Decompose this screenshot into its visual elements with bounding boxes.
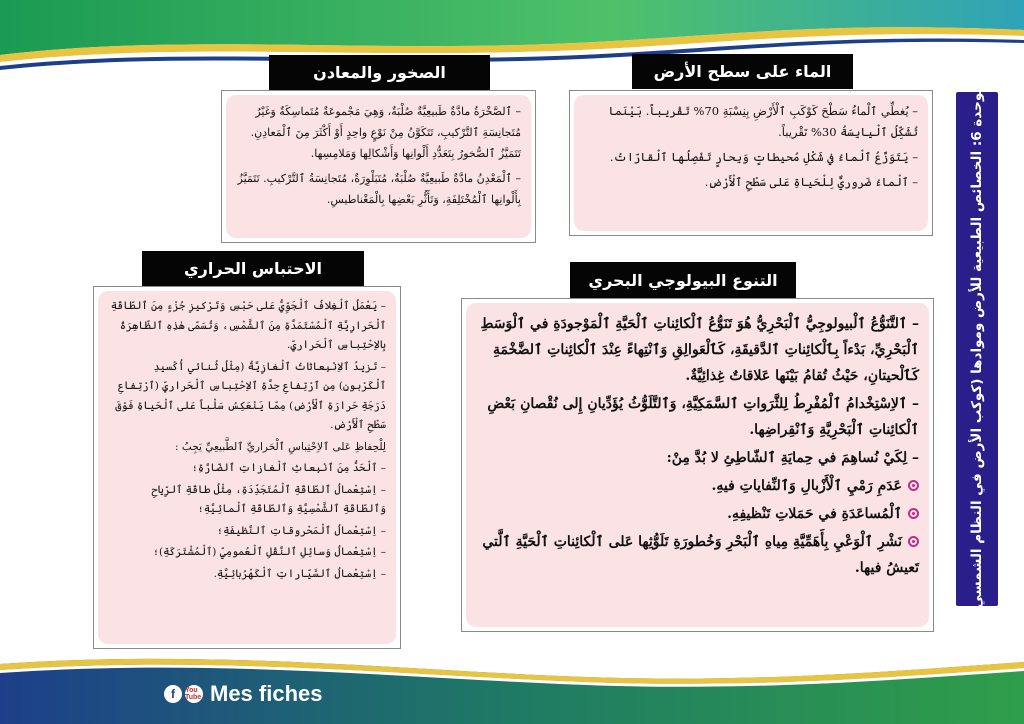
facebook-icon[interactable]: f xyxy=(164,685,182,703)
water-section-panel xyxy=(569,90,933,236)
water-title-text: الماء على سطح الأرض xyxy=(653,62,832,81)
greenhouse-paragraph: – تَزيدُ ٱلاِنْبِعاثاتُ ٱلْغازِيَّةُ (مِثْلُ ثُنائي أُكْسيدِ ٱلْكَرْبونِ) مِنِ ٱرْتِفاعِ حِدَّةِ ٱلاِحْتِباسِ ٱلْحَراريِّ (ٱرْتِفاعِ دَرَجَةِ حَرارَةِ ٱلْأَرْضِ) مِمّا يَنْعَكِسُ سَلْباً عَلى ٱلْحَياةِ فَوْقَ سَطْحِ ٱلْأَرْضِ. xyxy=(115,360,386,431)
bullet-text: نَشْرِ ٱلْوَعْيِ بِأَهَمِّيَّةِ مِياهِ ٱلْبَحْرِ وَخُطورَةِ تَلَوُّثِها عَلى ٱلْكائِناتِ ٱلْحَيَّةِ ٱلَّتي تَعيشُ فيها. xyxy=(482,534,919,576)
greenhouse-paragraph: – ٱلْحَدُّ مِنَ ٱنْبِعاثِ ٱلْغازاتِ ٱلضّارَّةِ؛ xyxy=(191,462,386,474)
water-paragraph: – يَتَوَزَّعُ ٱلْماءُ في شَكْلِ مُحيطاتٍ وَبِحارٍ تَفْصِلُها ٱلْقارّاتُ. xyxy=(609,150,918,164)
rocks-section-title xyxy=(269,55,490,90)
biodiversity-paragraph: – لِكَيْ نُساهِمَ في حِمايَةِ ٱلشّاطِئِ لا بُدَّ مِنْ: xyxy=(666,450,919,466)
rocks-paragraph: – ٱلصَّخْرَةُ مادَّةٌ طَبيعِيَّةٌ صُلْبَةٌ، وَهِيَ مَجْموعَةٌ مُتَماسِكَةٌ وَغَيْرُ مُتَجانِسَةِ ٱلتَّرْكيبِ، تَتَكَوَّنُ مِنْ نَوْعٍ واحِدٍ أَوْ أَكْثَرَ مِنَ ٱلْمَعادِنِ. تَتَمَيَّزُ ٱلصُّخورُ بِتَعَدُّدِ أَلْوانِها وَأَشْكالِها وَمَلامِسِها. xyxy=(250,105,521,160)
bullet-text: ٱلْمُساعَدَةِ في حَمَلاتِ تَنْظيفِهِ. xyxy=(727,506,902,522)
youtube-icon[interactable]: You Tube xyxy=(185,687,202,701)
biodiversity-title-text: التنوع البيولوجي البحري xyxy=(588,270,778,290)
unit-side-band xyxy=(956,83,998,615)
greenhouse-paragraph: – يَعْمَلُ ٱلْغِلافُ ٱلْجَوِّيُّ عَلى حَبْسِ وَتَرْكيزِ جُزْءٍ مِنَ ٱلطّاقَةِ ٱلْحَرارِيَّةِ ٱلْمُسْتَمَدَّةِ مِنَ ٱلشَّمْسِ، وَتُسَمّى هٰذِهِ ٱلظّاهِرَةُ بِالاِحْتِباسِ ٱلْحَراريِّ. xyxy=(110,300,386,351)
biodiversity-bullet-item xyxy=(476,501,919,527)
biodiversity-paragraph: – ٱلاِسْتِخْدامُ ٱلْمُفْرِطُ لِلثَّرَواتِ ٱلسَّمَكِيَّةِ، وَٱلتَّلَوُّثُ يُؤَدِّيانِ إِلى نُقْصانِ بَعْضِ ٱلْكائِناتِ ٱلْبَحْرِيَّةِ وَٱنْقِراضِها. xyxy=(487,396,919,438)
water-paragraph: – ٱلْماءُ ضَروريٌّ لِلْحَياةِ عَلى سَطْحِ ٱلْأَرْضِ. xyxy=(704,175,918,189)
greenhouse-paragraph: – اِسْتِعْمالُ وَسائِلِ ٱلنَّقْلِ ٱلْعُمومِيِّ (ٱلْمُشْتَرَكَةِ)؛ xyxy=(152,546,386,558)
greenhouse-paragraph: – اِسْتِعْمالُ ٱلسَّيّاراتِ ٱلْكَهْرُبائِيَّةِ. xyxy=(213,567,386,580)
biodiversity-paragraph: – ٱلتَّنَوُّعُ ٱلْبيولوجِيُّ ٱلْبَحْرِيُّ هُوَ تَنَوُّعُ ٱلْكائِناتِ ٱلْحَيَّةِ ٱلْمَوْجودَةِ في ٱلْوَسَطِ ٱلْبَحْرِيِّ، بَدْءاً بِٱلْكائِناتِ ٱلدَّقيقَةِ، كَٱلْعَوالِقِ وَٱنْتِهاءً عِنْدَ ٱلْكائِناتِ ٱلضَّخْمَةِ كَٱلْحيتانِ، حَيْثُ تُقامُ بَيْنَها عَلاقاتٌ غِذائِيَّةٌ. xyxy=(480,316,919,384)
water-section-title xyxy=(632,54,853,89)
brand-name: Mes fiches xyxy=(210,681,323,706)
greenhouse-paragraph: – اِسْتِعْمالُ ٱلْمَحْروقاتِ ٱلنَّظيفَةِ؛ xyxy=(216,524,386,537)
bullet-text: عَدَمِ رَمْيِ ٱلْأَزْبالِ وَٱلنِّفاياتِ فيهِ. xyxy=(711,478,902,494)
greenhouse-section-panel xyxy=(93,286,401,649)
biodiversity-bullet-item xyxy=(476,473,919,499)
bullet-circle-icon xyxy=(908,508,919,519)
rocks-paragraph: – ٱلْمَعْدِنُ مادَّةٌ طَبيعِيَّةٌ صُلْبَةٌ، مُتَبَلْوِرَةٌ، مُتَجانِسَةُ ٱلتَّرْكيبِ. تَتَمَيَّزُ بِأَلْوانِها ٱلْمُخْتَلِفَةِ، وَتَأَثُّرِ بَعْضِها بِالْمَغْناطيسِ. xyxy=(237,172,521,206)
footer-brand xyxy=(164,681,323,707)
greenhouse-paragraph: لِلْحِفاظِ عَلى ٱلاِحْتِباسِ ٱلْحَراريِّ ٱلطَّبيعِيِّ يَجِبُ : xyxy=(175,440,386,453)
bullet-circle-icon xyxy=(908,536,919,547)
bullet-circle-icon xyxy=(908,480,919,491)
biodiversity-section-panel xyxy=(461,298,934,632)
greenhouse-title-text: الاحتباس الحراري xyxy=(184,259,322,278)
biodiversity-bullet-item xyxy=(476,529,919,581)
biodiversity-section-title xyxy=(570,262,796,298)
unit-label: الوحدة 6: الخصائص الطبيعية للأرض وموادها (كوكب الأرض في النظام الشمسي) xyxy=(969,83,985,615)
greenhouse-section-title xyxy=(142,251,364,286)
water-paragraph: – يُغطِّي ٱلْماءُ سَطْحَ كَوْكَبِ ٱلْأَرْضِ بِنِسْبَةِ 70% تَقْريباً. بَيْنَما تُشَكِّلُ ٱلْيابِسَةُ 30% تَقْريباً. xyxy=(608,104,918,139)
rocks-title-text: الصخور والمعادن xyxy=(313,63,446,82)
greenhouse-paragraph: – اِسْتِعْمالُ ٱلطّاقَةِ ٱلْمُتَجَدِّدَةِ، مِثْلُ طاقَةِ ٱلرِّياحِ وَٱلطّاقَةِ ٱلشَّمْسِيَّةِ وَٱلطّاقَةِ ٱلْمائِيَّةِ؛ xyxy=(151,483,386,515)
rocks-section-panel xyxy=(221,90,536,243)
